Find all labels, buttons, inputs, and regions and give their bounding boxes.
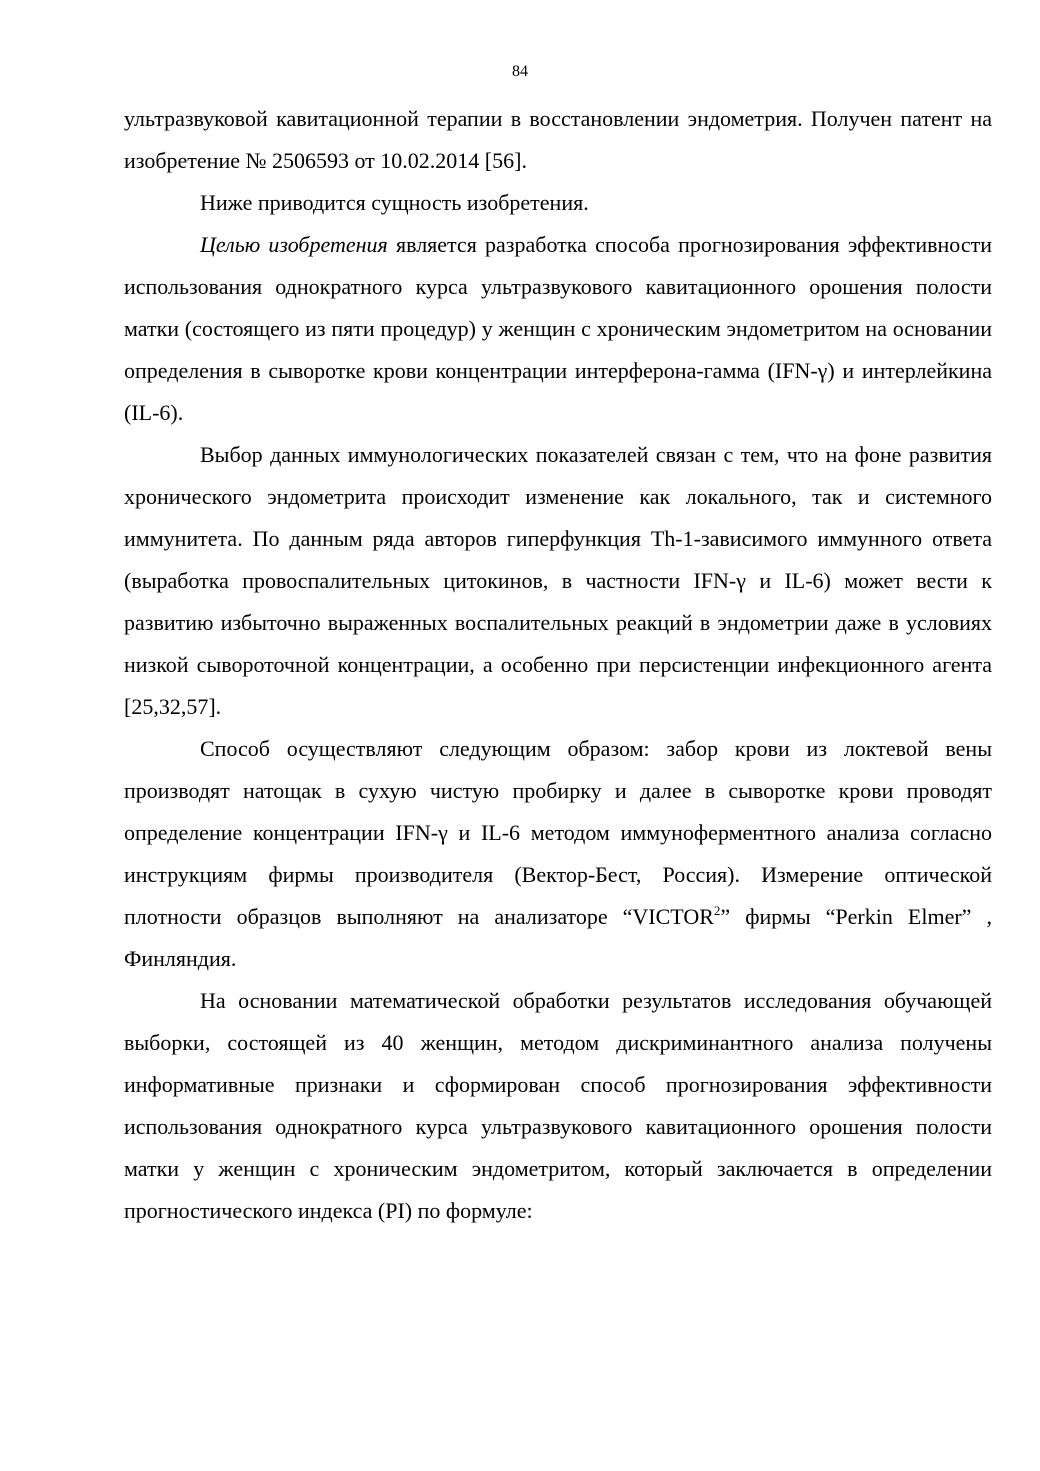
paragraph-5-text: Способ осуществляют следующим образом: забор крови из локтевой вены производят натощак в сухую чистую пробирку и далее в сыворотке крови проводят определение концентрации IFN-γ и IL-6 методом иммуноферментного анализа согласно инструкциям фирмы производителя (Вектор-Бест, Россия). Измерение оптической плотности образцов выполняют на анализаторе “VICTOR <box>124 736 992 929</box>
paragraph-6: На основании математической обработки результатов исследования обучающей выборки, состоящей из 40 женщин, методом дискриминантного анализа получены информативные признаки и сформирован способ прогнозирования эффективности использования однократного курса ультразвукового кавитационного орошения полости матки у женщин с хроническим эндометритом, который заключается в определении прогностического индекса (PI) по формуле: <box>124 988 992 1223</box>
paragraph-3 <box>124 224 992 434</box>
paragraph-5 <box>124 728 992 980</box>
paragraph-1: ультразвуковой кавитационной терапии в восстановлении эндометрия. Получен патент на изобретение № 2506593 от 10.02.2014 [56]. <box>124 106 992 173</box>
superscript: 2 <box>713 903 721 918</box>
italic-lead: Целью изобретения <box>200 232 388 257</box>
document-body <box>124 98 992 1232</box>
paragraph-5-text-end: ” фирмы “Perkin Elmer” , Финляндия. <box>124 904 992 971</box>
page-number: 84 <box>512 63 528 80</box>
paragraph-4: Выбор данных иммунологических показателей связан с тем, что на фоне развития хронического эндометрита происходит изменение как локального, так и системного иммунитета. По данным ряда авторов гиперфункция Th-1-зависимого иммунного ответа (выработка провоспалительных цитокинов, в частности IFN-γ и IL-6) может вести к развитию избыточно выраженных воспалительных реакций в эндометрии даже в условиях низкой сывороточной концентрации, а особенно при персистенции инфекционного агента [25,32,57]. <box>124 442 992 719</box>
paragraph-3-text: является разработка способа прогнозирования эффективности использования однократного курса ультразвукового кавитационного орошения полости матки (состоящего из пяти процедур) у женщин с хроническим эндометритом на основании определения в сыворотке крови концентрации интерферона-гамма (IFN-γ) и интерлейкина (IL-6). <box>124 232 992 425</box>
paragraph-2: Ниже приводится сущность изобретения. <box>200 190 589 215</box>
